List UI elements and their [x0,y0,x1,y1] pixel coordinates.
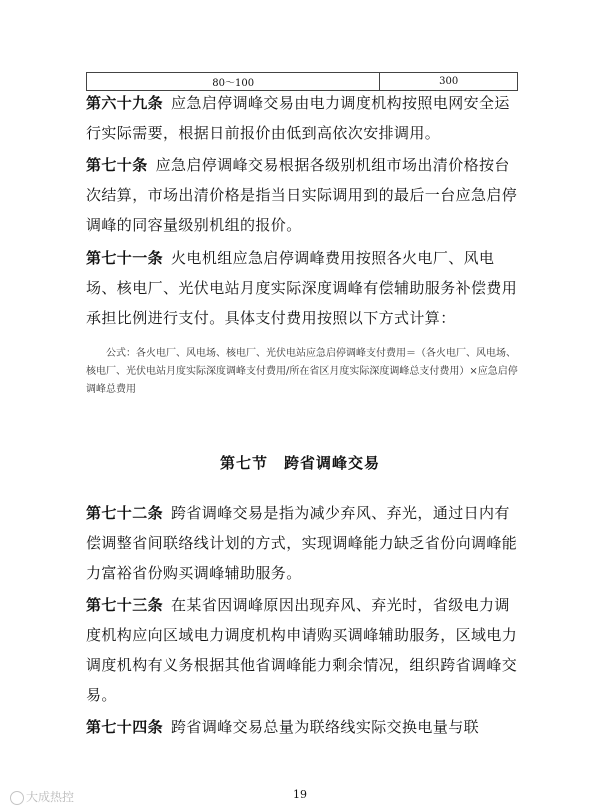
article-title: 第七十三条 [86,596,164,614]
article-70 [86,150,524,240]
article-text: 应急启停调峰交易根据各级别机组市场出清价格按台次结算，市场出清价格是指当日实际调用到的最后一台应急启停调峰的同容量级别机组的报价。 [86,156,518,234]
article-title: 第七十一条 [86,249,164,267]
article-title: 第七十二条 [86,504,164,522]
article-74 [86,712,524,742]
section-title: 跨省调峰交易 [284,454,381,472]
article-73 [86,590,524,710]
page-number: 19 [293,788,307,801]
article-title: 第七十四条 [86,718,164,736]
article-text: 在某省因调峰原因出现弃风、弃光时，省级电力调度机构应向区域电力调度机构申请购买调峰辅助服务，区域电力调度机构有义务根据其他省调峰能力剩余情况，组织跨省调峰交易。 [86,596,518,704]
formula-text: 公式：各火电厂、风电场、核电厂、光伏电站应急启停调峰支付费用＝（各火电厂、风电场、核电厂、光伏电站月度实际深度调峰支付费用/所在省区月度实际深度调峰总支付费用）×应急启停调峰总费用 [86,348,518,395]
watermark-logo-icon [10,791,24,805]
article-title: 第七十条 [86,156,148,174]
watermark-text: 大成热控 [26,790,75,804]
article-text: 火电机组应急启停调峰费用按照各火电厂、风电场、核电厂、光伏电站月度实际深度调峰有偿辅助服务补偿费用承担比例进行支付。具体支付费用按照以下方式计算： [86,249,518,327]
table-cell-range: 80～100 [87,73,380,91]
section-heading [0,452,600,473]
article-text: 应急启停调峰交易由电力调度机构按照电网安全运行实际需要，根据日前报价由低到高依次安排调用。 [86,94,510,142]
article-71 [86,243,524,333]
watermark [10,788,74,805]
article-title: 第六十九条 [86,94,164,112]
article-72 [86,498,524,588]
table-cell-value: 300 [380,73,518,91]
section-number: 第七节 [219,454,268,472]
article-text: 跨省调峰交易是指为减少弃风、弃光，通过日内有偿调整省间联络线计划的方式，实现调峰能力缺乏省份向调峰能力富裕省份购买调峰辅助服务。 [86,504,518,582]
article-text: 跨省调峰交易总量为联络线实际交换电量与联 [171,718,480,736]
article-69 [86,88,524,148]
